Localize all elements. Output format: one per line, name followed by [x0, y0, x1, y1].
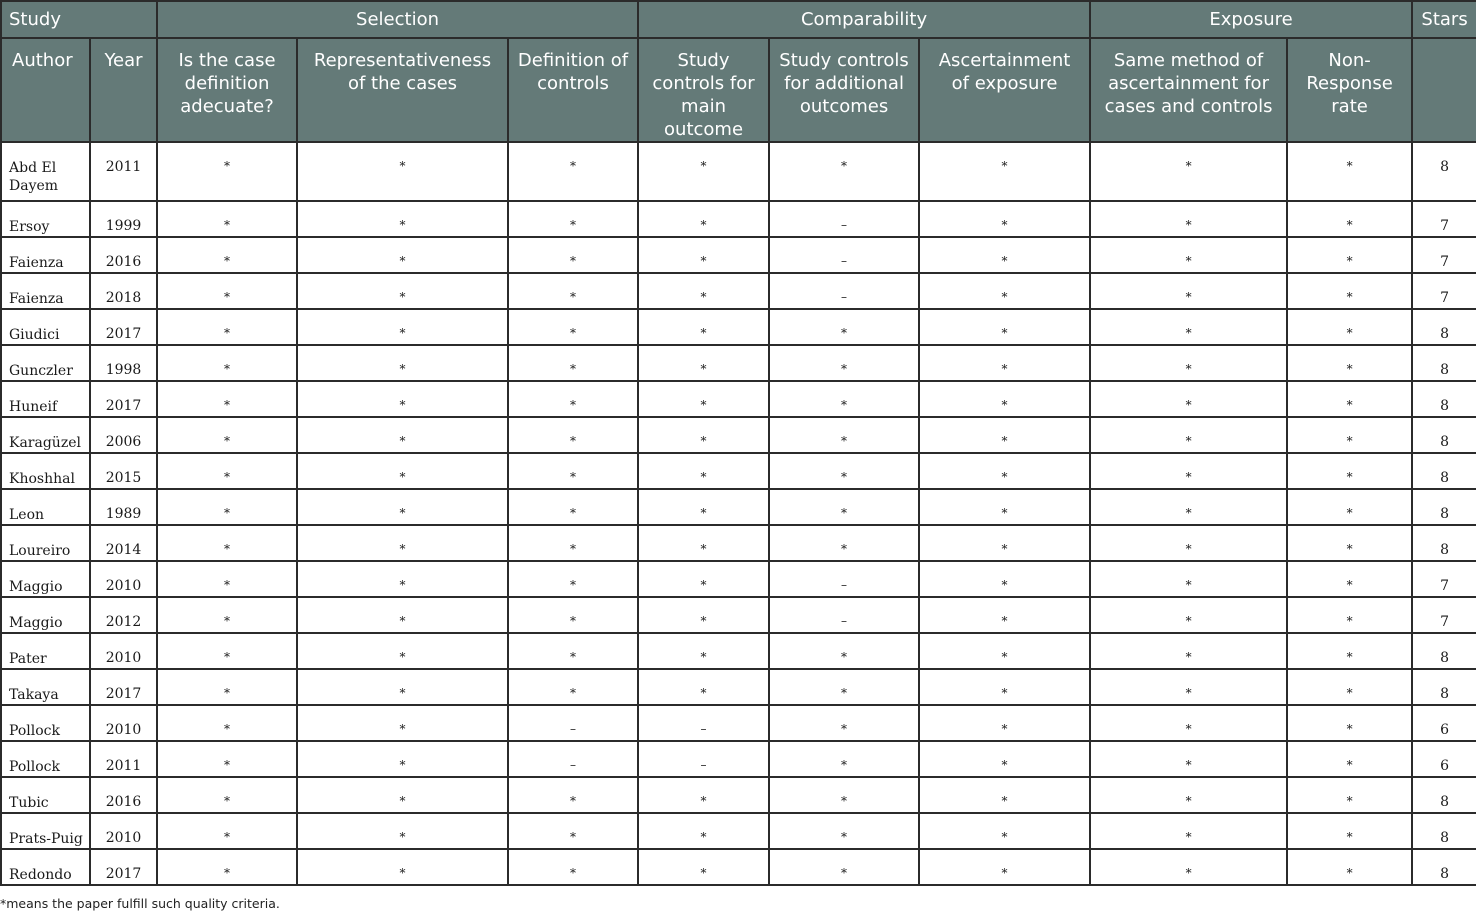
cell-same-method: *: [1090, 381, 1287, 417]
cell-controls-additional: –: [769, 201, 919, 237]
cell-definition-controls: *: [508, 489, 638, 525]
cell-ascertainment: *: [919, 309, 1090, 345]
cell-non-response: *: [1287, 849, 1412, 885]
cell-representativeness: *: [297, 561, 508, 597]
cell-non-response: *: [1287, 489, 1412, 525]
cell-stars: 8: [1412, 309, 1476, 345]
cell-ascertainment: *: [919, 237, 1090, 273]
cell-representativeness: *: [297, 201, 508, 237]
cell-representativeness: *: [297, 453, 508, 489]
cell-controls-additional: –: [769, 237, 919, 273]
cell-non-response: *: [1287, 453, 1412, 489]
cell-same-method: *: [1090, 309, 1287, 345]
cell-controls-main: –: [638, 741, 769, 777]
cell-ascertainment: *: [919, 561, 1090, 597]
cell-author: Prats-Puig: [1, 813, 90, 849]
cell-controls-main: *: [638, 345, 769, 381]
cell-case-definition: *: [157, 705, 297, 741]
cell-controls-additional: *: [769, 777, 919, 813]
table-row: [1, 597, 1476, 633]
table-row: [1, 633, 1476, 669]
cell-stars: 7: [1412, 201, 1476, 237]
cell-same-method: *: [1090, 741, 1287, 777]
cell-non-response: *: [1287, 345, 1412, 381]
table-row: [1, 453, 1476, 489]
cell-same-method: *: [1090, 849, 1287, 885]
table-row: [1, 309, 1476, 345]
cell-controls-main: *: [638, 417, 769, 453]
cell-ascertainment: *: [919, 489, 1090, 525]
cell-representativeness: *: [297, 489, 508, 525]
cell-same-method: *: [1090, 777, 1287, 813]
cell-year: 2017: [90, 381, 157, 417]
column-header-row: [1, 38, 1476, 142]
cell-non-response: *: [1287, 381, 1412, 417]
cell-same-method: *: [1090, 669, 1287, 705]
col-case-definition: Is the case definition adecuate?: [157, 38, 297, 142]
cell-year: 2018: [90, 273, 157, 309]
table-row: [1, 525, 1476, 561]
cell-non-response: *: [1287, 237, 1412, 273]
cell-stars: 8: [1412, 142, 1476, 201]
table-body: [1, 142, 1476, 885]
cell-non-response: *: [1287, 777, 1412, 813]
cell-stars: 7: [1412, 561, 1476, 597]
cell-non-response: *: [1287, 597, 1412, 633]
cell-non-response: *: [1287, 561, 1412, 597]
col-representativeness: Representativeness of the cases: [297, 38, 508, 142]
cell-definition-controls: *: [508, 777, 638, 813]
cell-same-method: *: [1090, 142, 1287, 201]
cell-controls-main: *: [638, 561, 769, 597]
cell-controls-additional: –: [769, 561, 919, 597]
cell-author: Maggio: [1, 597, 90, 633]
cell-stars: 8: [1412, 813, 1476, 849]
cell-controls-additional: *: [769, 525, 919, 561]
cell-controls-additional: *: [769, 417, 919, 453]
cell-year: 2014: [90, 525, 157, 561]
cell-same-method: *: [1090, 201, 1287, 237]
group-study: Study: [1, 1, 157, 38]
col-stars: [1412, 38, 1476, 142]
cell-representativeness: *: [297, 273, 508, 309]
cell-definition-controls: *: [508, 417, 638, 453]
cell-stars: 7: [1412, 237, 1476, 273]
cell-author: Faienza: [1, 273, 90, 309]
cell-author: Giudici: [1, 309, 90, 345]
cell-year: 2016: [90, 777, 157, 813]
cell-ascertainment: *: [919, 273, 1090, 309]
cell-author: Takaya: [1, 669, 90, 705]
table-row: [1, 669, 1476, 705]
cell-stars: 6: [1412, 741, 1476, 777]
cell-stars: 8: [1412, 849, 1476, 885]
cell-definition-controls: *: [508, 669, 638, 705]
cell-controls-main: *: [638, 201, 769, 237]
table-row: [1, 237, 1476, 273]
cell-case-definition: *: [157, 237, 297, 273]
cell-non-response: *: [1287, 813, 1412, 849]
cell-definition-controls: *: [508, 345, 638, 381]
table-row: [1, 273, 1476, 309]
cell-ascertainment: *: [919, 201, 1090, 237]
cell-same-method: *: [1090, 489, 1287, 525]
cell-year: 1998: [90, 345, 157, 381]
cell-stars: 8: [1412, 453, 1476, 489]
cell-year: 2017: [90, 669, 157, 705]
cell-same-method: *: [1090, 597, 1287, 633]
cell-ascertainment: *: [919, 777, 1090, 813]
cell-ascertainment: *: [919, 813, 1090, 849]
cell-author: Khoshhal: [1, 453, 90, 489]
group-exposure: Exposure: [1090, 1, 1412, 38]
table-row: [1, 417, 1476, 453]
cell-year: 2010: [90, 813, 157, 849]
cell-same-method: *: [1090, 453, 1287, 489]
cell-definition-controls: *: [508, 633, 638, 669]
cell-ascertainment: *: [919, 849, 1090, 885]
col-non-response: Non-Response rate: [1287, 38, 1412, 142]
table-row: [1, 201, 1476, 237]
cell-definition-controls: *: [508, 201, 638, 237]
cell-year: 2010: [90, 633, 157, 669]
cell-stars: 8: [1412, 345, 1476, 381]
cell-controls-main: *: [638, 813, 769, 849]
cell-definition-controls: *: [508, 597, 638, 633]
cell-ascertainment: *: [919, 633, 1090, 669]
cell-representativeness: *: [297, 142, 508, 201]
col-author: Author: [1, 38, 90, 142]
group-comparability: Comparability: [638, 1, 1090, 38]
cell-case-definition: *: [157, 201, 297, 237]
cell-year: 2006: [90, 417, 157, 453]
cell-author: Ersoy: [1, 201, 90, 237]
cell-controls-additional: *: [769, 705, 919, 741]
cell-stars: 8: [1412, 417, 1476, 453]
cell-stars: 7: [1412, 597, 1476, 633]
cell-same-method: *: [1090, 417, 1287, 453]
cell-same-method: *: [1090, 633, 1287, 669]
cell-controls-additional: *: [769, 489, 919, 525]
cell-same-method: *: [1090, 813, 1287, 849]
table-row: [1, 489, 1476, 525]
cell-representativeness: *: [297, 525, 508, 561]
cell-stars: 8: [1412, 525, 1476, 561]
cell-ascertainment: *: [919, 669, 1090, 705]
cell-representativeness: *: [297, 309, 508, 345]
cell-controls-main: *: [638, 669, 769, 705]
cell-controls-main: *: [638, 453, 769, 489]
col-definition-controls: Definition of controls: [508, 38, 638, 142]
cell-case-definition: *: [157, 273, 297, 309]
cell-controls-main: *: [638, 777, 769, 813]
cell-case-definition: *: [157, 777, 297, 813]
cell-stars: 6: [1412, 705, 1476, 741]
cell-non-response: *: [1287, 273, 1412, 309]
cell-case-definition: *: [157, 142, 297, 201]
group-header-row: [1, 1, 1476, 38]
cell-case-definition: *: [157, 381, 297, 417]
group-selection: Selection: [157, 1, 638, 38]
cell-controls-additional: *: [769, 849, 919, 885]
cell-author: Loureiro: [1, 525, 90, 561]
cell-non-response: *: [1287, 417, 1412, 453]
cell-stars: 8: [1412, 777, 1476, 813]
cell-author: Pollock: [1, 705, 90, 741]
cell-representativeness: *: [297, 237, 508, 273]
cell-author: Redondo: [1, 849, 90, 885]
cell-definition-controls: *: [508, 813, 638, 849]
cell-case-definition: *: [157, 849, 297, 885]
cell-definition-controls: *: [508, 453, 638, 489]
cell-non-response: *: [1287, 669, 1412, 705]
cell-case-definition: *: [157, 597, 297, 633]
cell-controls-additional: *: [769, 381, 919, 417]
cell-definition-controls: *: [508, 849, 638, 885]
cell-non-response: *: [1287, 705, 1412, 741]
table-row: [1, 142, 1476, 201]
cell-ascertainment: *: [919, 345, 1090, 381]
cell-case-definition: *: [157, 561, 297, 597]
table-header: [1, 1, 1476, 142]
cell-representativeness: *: [297, 777, 508, 813]
cell-definition-controls: –: [508, 705, 638, 741]
cell-same-method: *: [1090, 237, 1287, 273]
cell-controls-additional: *: [769, 741, 919, 777]
cell-same-method: *: [1090, 273, 1287, 309]
cell-controls-additional: –: [769, 273, 919, 309]
cell-year: 1999: [90, 201, 157, 237]
cell-representativeness: *: [297, 669, 508, 705]
cell-author: Maggio: [1, 561, 90, 597]
cell-controls-main: *: [638, 381, 769, 417]
cell-controls-additional: *: [769, 142, 919, 201]
cell-definition-controls: –: [508, 741, 638, 777]
cell-controls-additional: *: [769, 309, 919, 345]
footnote: *means the paper fulfill such quality criteria.: [0, 896, 280, 911]
table-row: [1, 849, 1476, 885]
cell-non-response: *: [1287, 525, 1412, 561]
cell-author: Pollock: [1, 741, 90, 777]
cell-stars: 8: [1412, 633, 1476, 669]
cell-non-response: *: [1287, 633, 1412, 669]
cell-year: 2010: [90, 705, 157, 741]
table-row: [1, 813, 1476, 849]
cell-controls-main: *: [638, 597, 769, 633]
cell-case-definition: *: [157, 417, 297, 453]
cell-case-definition: *: [157, 453, 297, 489]
group-stars: Stars: [1412, 1, 1476, 38]
cell-definition-controls: *: [508, 273, 638, 309]
cell-non-response: *: [1287, 142, 1412, 201]
cell-controls-main: *: [638, 525, 769, 561]
cell-controls-main: *: [638, 237, 769, 273]
cell-case-definition: *: [157, 489, 297, 525]
table-row: [1, 777, 1476, 813]
cell-non-response: *: [1287, 741, 1412, 777]
cell-representativeness: *: [297, 345, 508, 381]
cell-ascertainment: *: [919, 597, 1090, 633]
cell-author: Tubic: [1, 777, 90, 813]
cell-controls-main: *: [638, 489, 769, 525]
cell-controls-main: *: [638, 142, 769, 201]
cell-controls-additional: *: [769, 813, 919, 849]
cell-author: Huneif: [1, 381, 90, 417]
col-year: Year: [90, 38, 157, 142]
cell-definition-controls: *: [508, 309, 638, 345]
cell-author: Leon: [1, 489, 90, 525]
cell-controls-main: –: [638, 705, 769, 741]
cell-case-definition: *: [157, 669, 297, 705]
cell-author: Faienza: [1, 237, 90, 273]
cell-representativeness: *: [297, 741, 508, 777]
cell-definition-controls: *: [508, 237, 638, 273]
col-same-method: Same method of ascertainment for cases and controls: [1090, 38, 1287, 142]
cell-year: 2010: [90, 561, 157, 597]
cell-ascertainment: *: [919, 525, 1090, 561]
cell-year: 2016: [90, 237, 157, 273]
table-row: [1, 705, 1476, 741]
cell-year: 2012: [90, 597, 157, 633]
cell-case-definition: *: [157, 633, 297, 669]
cell-stars: 8: [1412, 489, 1476, 525]
cell-controls-main: *: [638, 849, 769, 885]
cell-representativeness: *: [297, 813, 508, 849]
cell-definition-controls: *: [508, 525, 638, 561]
cell-ascertainment: *: [919, 705, 1090, 741]
col-ascertainment: Ascertainment of exposure: [919, 38, 1090, 142]
cell-case-definition: *: [157, 345, 297, 381]
cell-representativeness: *: [297, 597, 508, 633]
cell-ascertainment: *: [919, 142, 1090, 201]
cell-author: Gunczler: [1, 345, 90, 381]
cell-definition-controls: *: [508, 561, 638, 597]
cell-controls-main: *: [638, 309, 769, 345]
cell-definition-controls: *: [508, 381, 638, 417]
cell-controls-additional: *: [769, 669, 919, 705]
cell-same-method: *: [1090, 561, 1287, 597]
table-row: [1, 345, 1476, 381]
cell-author: Abd El Dayem: [1, 142, 90, 201]
col-controls-additional: Study controls for additional outcomes: [769, 38, 919, 142]
cell-controls-additional: *: [769, 453, 919, 489]
col-controls-main: Study controls for main outcome: [638, 38, 769, 142]
cell-representativeness: *: [297, 705, 508, 741]
cell-year: 2017: [90, 309, 157, 345]
cell-case-definition: *: [157, 813, 297, 849]
cell-controls-main: *: [638, 633, 769, 669]
cell-representativeness: *: [297, 381, 508, 417]
cell-controls-main: *: [638, 273, 769, 309]
cell-year: 1989: [90, 489, 157, 525]
cell-non-response: *: [1287, 309, 1412, 345]
cell-same-method: *: [1090, 525, 1287, 561]
cell-stars: 8: [1412, 381, 1476, 417]
cell-year: 2017: [90, 849, 157, 885]
cell-controls-additional: –: [769, 597, 919, 633]
cell-case-definition: *: [157, 309, 297, 345]
cell-same-method: *: [1090, 705, 1287, 741]
cell-ascertainment: *: [919, 417, 1090, 453]
cell-year: 2015: [90, 453, 157, 489]
table-row: [1, 561, 1476, 597]
cell-stars: 8: [1412, 669, 1476, 705]
cell-definition-controls: *: [508, 142, 638, 201]
cell-year: 2011: [90, 142, 157, 201]
cell-stars: 7: [1412, 273, 1476, 309]
cell-ascertainment: *: [919, 741, 1090, 777]
cell-same-method: *: [1090, 345, 1287, 381]
table-row: [1, 381, 1476, 417]
cell-controls-additional: *: [769, 633, 919, 669]
cell-non-response: *: [1287, 201, 1412, 237]
cell-representativeness: *: [297, 417, 508, 453]
table-row: [1, 741, 1476, 777]
cell-author: Karagüzel: [1, 417, 90, 453]
cell-controls-additional: *: [769, 345, 919, 381]
cell-representativeness: *: [297, 849, 508, 885]
cell-author: Pater: [1, 633, 90, 669]
cell-year: 2011: [90, 741, 157, 777]
cell-representativeness: *: [297, 633, 508, 669]
cell-case-definition: *: [157, 741, 297, 777]
cell-ascertainment: *: [919, 381, 1090, 417]
cell-case-definition: *: [157, 525, 297, 561]
cell-ascertainment: *: [919, 453, 1090, 489]
